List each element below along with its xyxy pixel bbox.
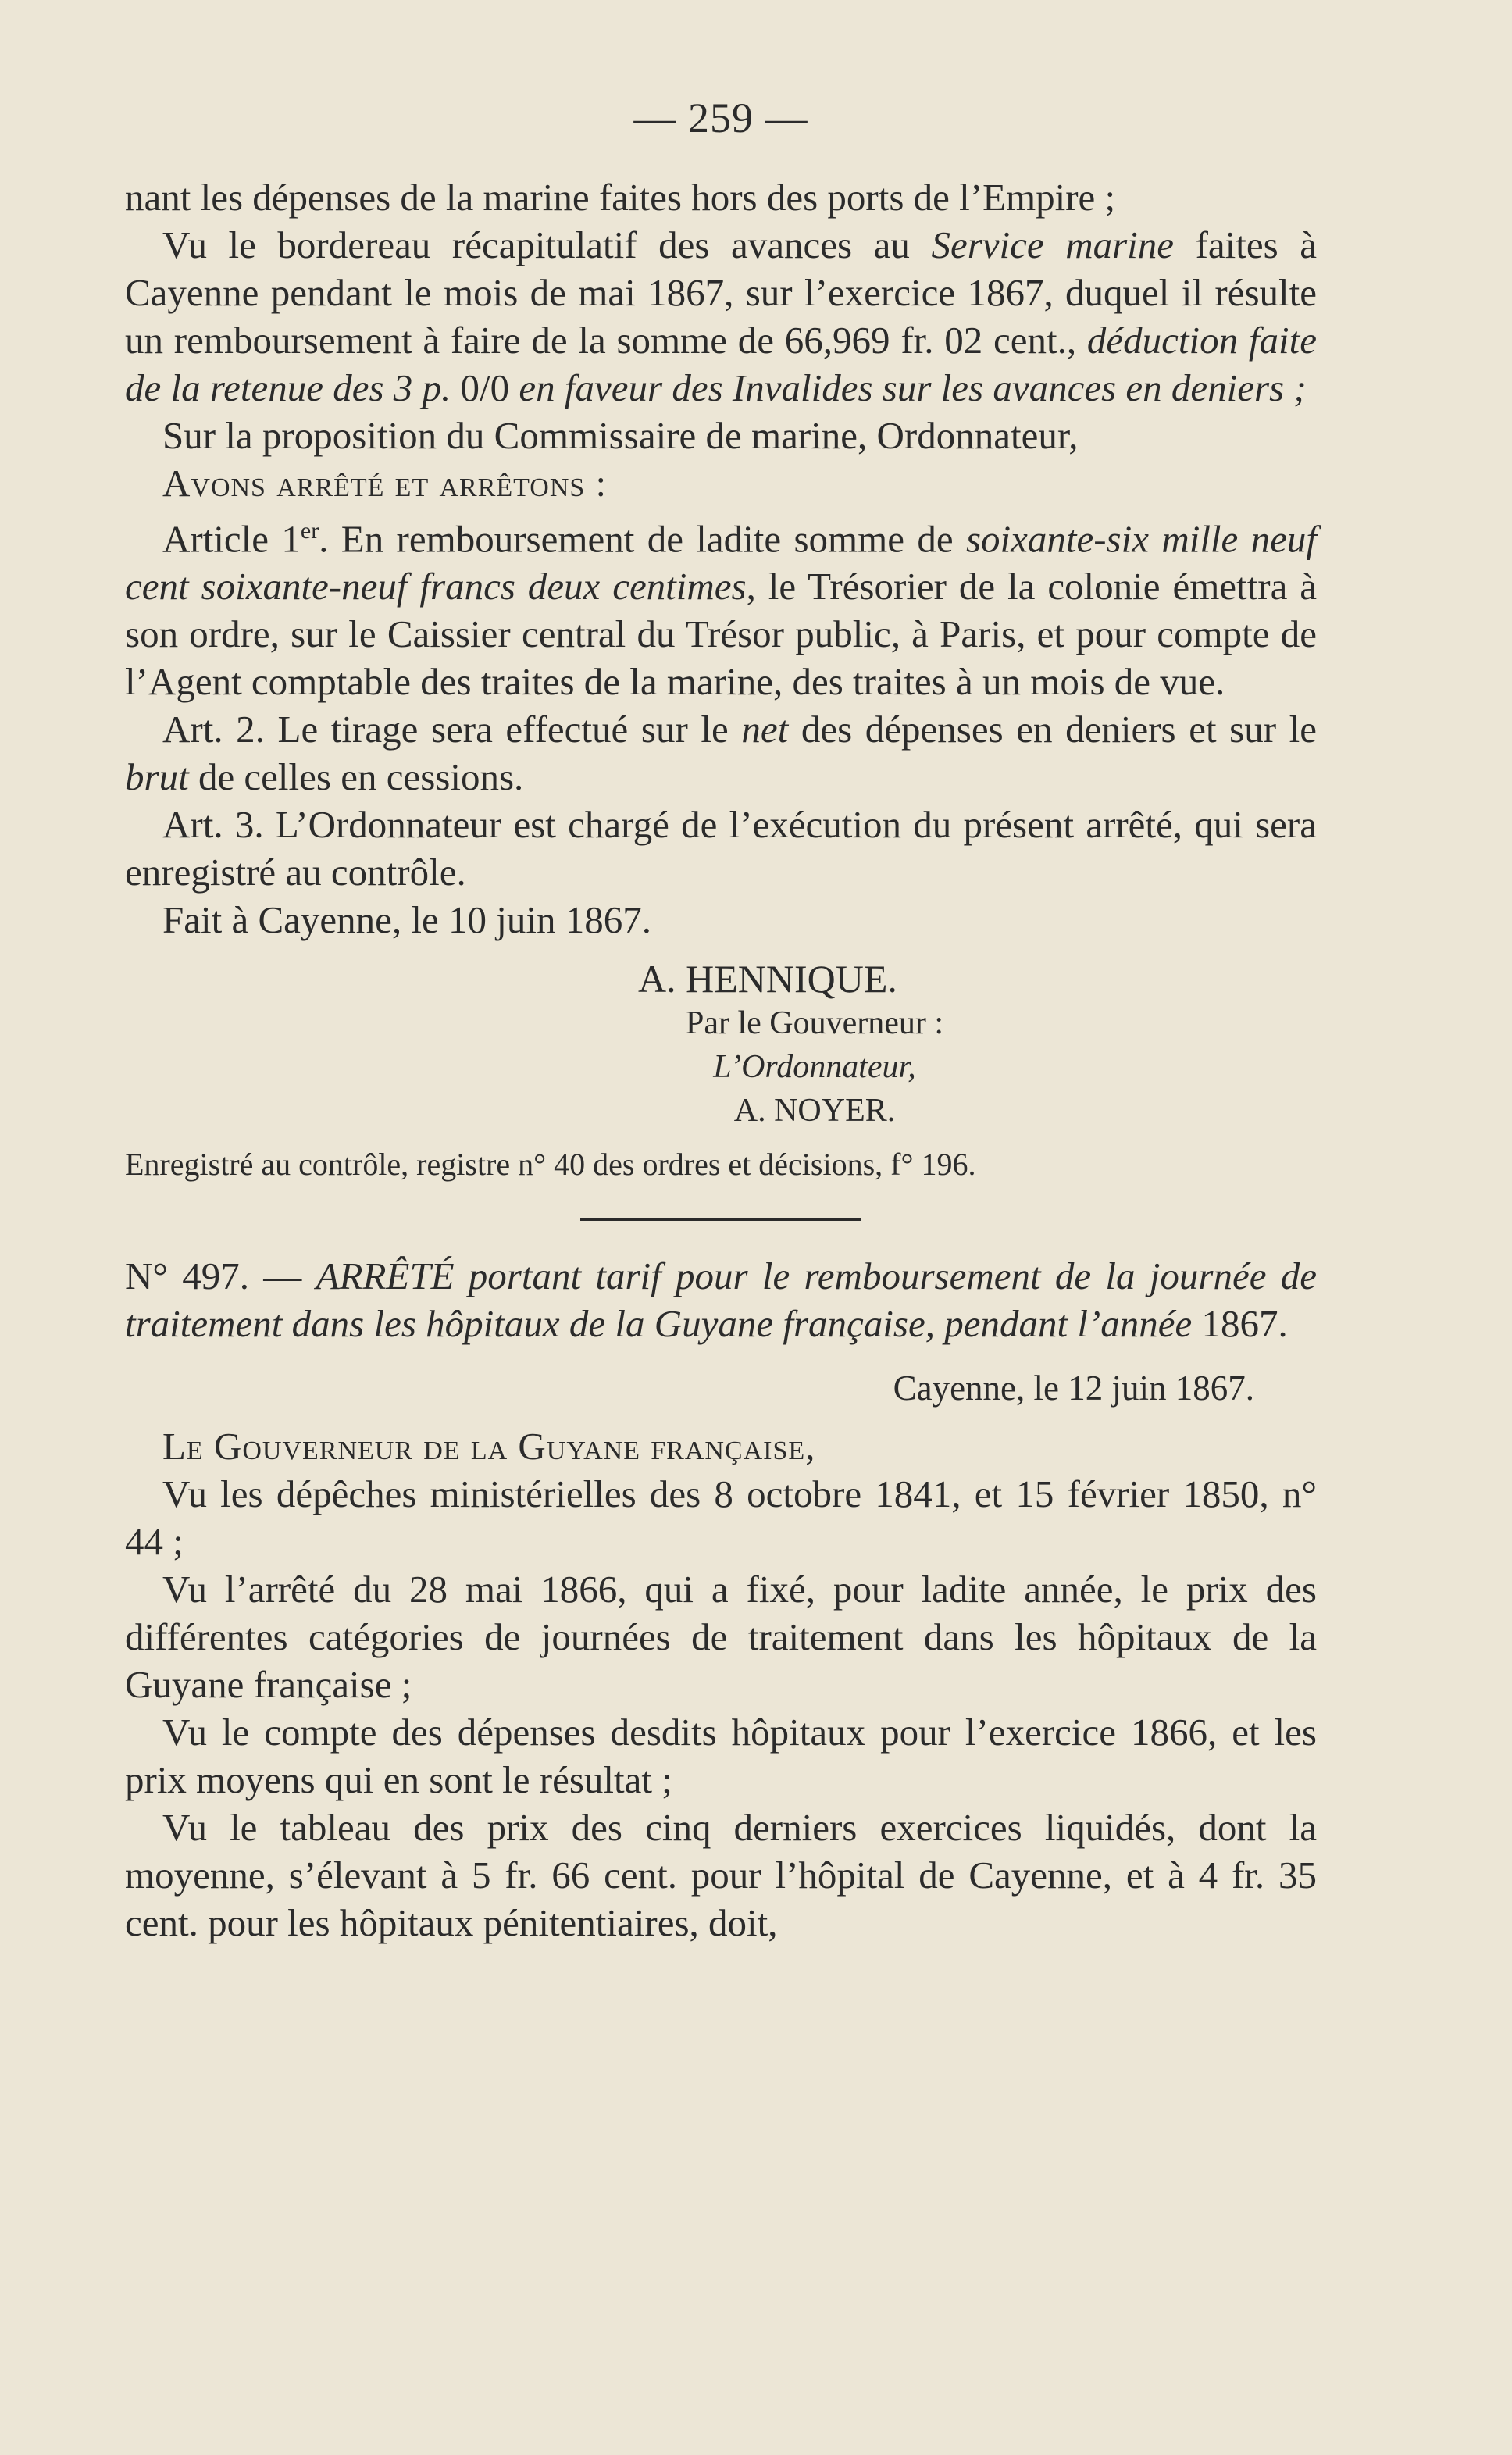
text-segment: , le Trésorier de la colonie émettra à son ordre, sur le Caissier central du Trésor public, à Paris, et pour compte de l’Agent comptable des traites de la marine, des traites à un mois de vue. <box>125 565 1317 704</box>
paragraph-q1 <box>125 1422 1317 1470</box>
text-segment: Article 1 <box>162 517 301 561</box>
paragraph-q3: Vu l’arrêté du 28 mai 1866, qui a fixé, pour ladite année, le prix des différentes catégories de journées de traitement dans les hôpitaux de la Guyane française ; <box>125 1568 1317 1707</box>
decree-number: N° 497. — <box>125 1254 316 1298</box>
paragraph-5 <box>125 507 1317 705</box>
paragraph-q2: Vu les dépêches ministérielles des 8 octobre 1841, et 15 février 1850, n° 44 ; <box>125 1472 1317 1564</box>
italic-segment: net <box>741 708 789 751</box>
signature-name-2: A. NOYER. <box>733 1093 896 1129</box>
decree-title: ARRÊTÉ portant tarif pour le remboursement de la journée de traitement dans les hôpitaux de la Guyane française, pendant l’année <box>125 1254 1318 1346</box>
decree-year: 1867. <box>1192 1302 1288 1346</box>
decree-heading <box>125 1252 1317 1347</box>
paragraph-8: Fait à Cayenne, le 10 juin 1867. <box>162 898 651 942</box>
italic-segment: en faveur des Invalides sur les avances en deniers ; <box>519 366 1307 409</box>
paragraph-q4: Vu le compte des dépenses desdits hôpitaux pour l’exercice 1866, et les prix moyens qui en sont le résultat ; <box>125 1711 1317 1802</box>
signature-role-text: L’Ordonnateur, <box>713 1049 916 1086</box>
signature-by: Par le Gouverneur : <box>685 1005 944 1042</box>
italic-segment: brut <box>125 755 189 799</box>
paragraph-2 <box>125 221 1317 412</box>
paragraph-q5: Vu le tableau des prix des cinq derniers exercices liquidés, dont la moyenne, s’élevant à 5 fr. 66 cent. pour l’hôpital de Cayenne, et à 4 fr. 35 cent. pour les hôpitaux pénitentiaires, doit, <box>125 1806 1317 1945</box>
text-segment: Vu le bordereau récapitulatif des avances au <box>162 223 932 266</box>
text-segment: faites à Cayenne pendant le mois de mai 1867, sur l’exercice 1867, duquel il résulte un remboursement à faire de la somme de 66,969 fr. 02 cent., <box>125 223 1317 362</box>
paragraph-4: Avons arrêté et arrêtons : <box>162 462 608 505</box>
text-segment: de celles en cessions. <box>188 755 524 799</box>
italic-segment: Service marine <box>931 223 1175 266</box>
text-line: nant les dépenses de la marine faites hors des ports de l’Empire ; <box>125 176 1116 219</box>
superscript: er <box>300 518 319 544</box>
paragraph-7: Art. 3. L’Ordonnateur est chargé de l’exécution du présent arrêté, qui sera enregistré au contrôle. <box>125 803 1317 894</box>
paragraph-6 <box>125 705 1317 801</box>
section-divider <box>580 1218 861 1221</box>
place-date: Cayenne, le 12 juin 1867. <box>893 1368 1254 1408</box>
text-segment: . En remboursement de ladite somme de <box>319 517 966 561</box>
text-segment: Art. 2. Le tirage sera effectué sur le <box>162 708 742 751</box>
text-segment: des dépenses en deniers et sur le <box>788 708 1318 751</box>
text-segment: 0/0 <box>451 366 519 409</box>
italic-segment: déduction faite de la retenue des 3 p. <box>125 319 1317 409</box>
text-line: Le Gouverneur de la Guyane française, <box>162 1425 816 1468</box>
signature-role <box>125 1045 1317 1089</box>
paragraph-1 <box>125 173 1317 221</box>
registration-line: Enregistré au contrôle, registre n° 40 des ordres et décisions, f° 196. <box>125 1147 976 1183</box>
page-number: — 259 — <box>633 95 808 141</box>
italic-segment: soixante-six mille neuf cent soixante-neuf francs deux centimes <box>125 517 1317 608</box>
paragraph-3: Sur la proposition du Commissaire de marine, Ordonnateur, <box>162 414 1079 457</box>
signature-name: A. HENNIQUE. <box>638 957 897 1001</box>
